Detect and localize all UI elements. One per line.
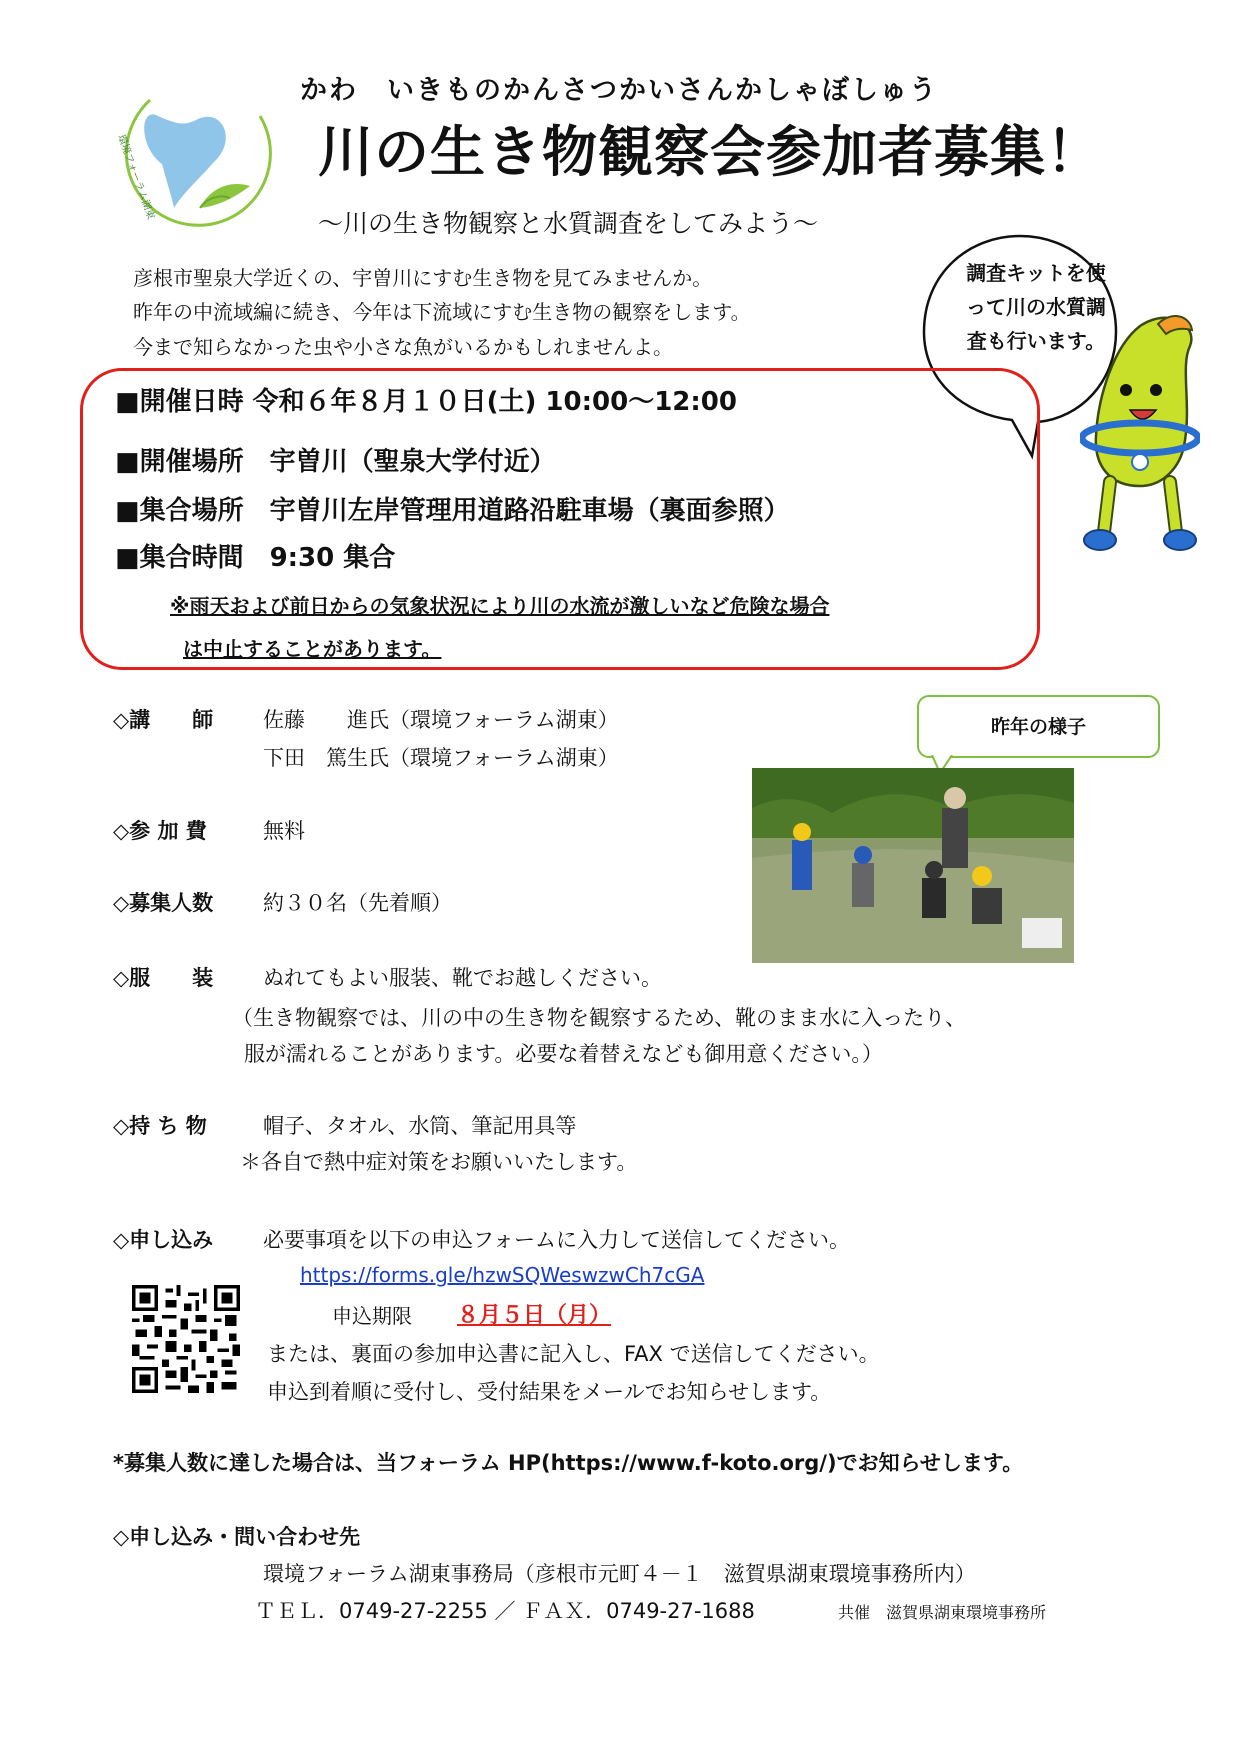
instructors-label: ◇講 師: [113, 708, 214, 732]
mascot-character: [1080, 306, 1200, 556]
instructor-1: 佐藤 進氏（環境フォーラム湖東）: [263, 708, 619, 732]
deadline-label: 申込期限: [332, 1304, 412, 1328]
apply-instructions: 必要事項を以下の申込フォームに入力して送信してください。: [263, 1228, 850, 1252]
fee-value: 無料: [263, 819, 305, 843]
capacity-value: 約３０名（先着順）: [263, 891, 452, 915]
fee-label: ◇参 加 費: [113, 819, 207, 843]
deadline-value: ８月５日（月）: [457, 1303, 612, 1328]
event-meeting-time: ■集合時間 9:30 集合: [115, 543, 396, 573]
fax-instructions: または、裏面の参加申込書に記入し、FAX で送信してください。: [267, 1342, 880, 1366]
page-subtitle: ～川の生き物観察と水質調査をしてみよう～: [318, 209, 819, 238]
application-form-link[interactable]: https://forms.gle/hzwSQWeswzwCh7cGA: [300, 1263, 705, 1287]
clothing-value: ぬれてもよい服装、靴でお越しください。: [263, 966, 662, 990]
event-date: ■開催日時 令和６年８月１０日(土) 10:00～12:00: [115, 387, 737, 417]
capacity-label: ◇募集人数: [113, 891, 214, 915]
items-value: 帽子、タオル、水筒、筆記用具等: [263, 1114, 577, 1138]
intro-line-1: 彦根市聖泉大学近くの、宇曽川にすむ生き物を見てみませんか。: [133, 266, 713, 290]
title-ruby: かわ いきものかんさつかいさんかしゃぼしゅう: [300, 75, 938, 106]
logo-text: 環境フォーラム湖東: [115, 133, 157, 222]
intro-line-3: 今まで知らなかった虫や小さな魚がいるかもしれませんよ。: [133, 335, 673, 359]
reply-instructions: 申込到着順に受付し、受付結果をメールでお知らせします。: [267, 1380, 832, 1404]
instructor-2: 下田 篤生氏（環境フォーラム湖東）: [263, 746, 619, 770]
apply-label: ◇申し込み: [113, 1228, 214, 1252]
weather-note-2: は中止することがあります。: [183, 637, 442, 661]
contact-label: ◇申し込み・問い合わせ先: [113, 1525, 361, 1549]
items-label: ◇持 ち 物: [113, 1114, 207, 1138]
bubble-text: 調査キットを使って川の水質調査も行います。: [966, 261, 1106, 353]
contact-tel-fax: ＴＥＬ．0749-27-2255 ／ ＦＡＸ．0749-27-1688: [255, 1599, 755, 1623]
event-venue: ■開催場所 宇曽川（聖泉大学付近）: [115, 447, 556, 477]
weather-note-1: ※雨天および前日からの気象状況により川の水流が激しいなど危険な場合: [170, 594, 830, 618]
clothing-note-1: （生き物観察では、川の中の生き物を観察するため、靴のまま水に入ったり、: [232, 1006, 967, 1030]
contact-office: 環境フォーラム湖東事務局（彦根市元町４－１ 滋賀県湖東環境事務所内）: [263, 1562, 976, 1586]
event-photo: [752, 768, 1074, 963]
clothing-label: ◇服 装: [113, 966, 214, 990]
forum-logo: [110, 76, 280, 234]
page-title: 川の生き物観察会参加者募集！: [318, 120, 1103, 184]
intro-line-2: 昨年の中流域編に続き、今年は下流域にすむ生き物の観察をします。: [133, 300, 751, 324]
clothing-note-2: 服が濡れることがあります。必要な着替えなども御用意ください。）: [244, 1042, 883, 1066]
event-meeting-place: ■集合場所 宇曽川左岸管理用道路沿駐車場（裏面参照）: [115, 496, 790, 526]
items-note: ＊各自で熱中症対策をお願いいたします。: [240, 1150, 638, 1174]
qr-code-icon[interactable]: [132, 1285, 240, 1393]
capacity-notice: *募集人数に達した場合は、当フォーラム HP(https://www.f-koto.org/)でお知らせします。: [113, 1451, 1024, 1475]
photo-caption: 昨年の様子: [990, 716, 1086, 738]
cohost-text: 共催 滋賀県湖東環境事務所: [838, 1603, 1047, 1622]
